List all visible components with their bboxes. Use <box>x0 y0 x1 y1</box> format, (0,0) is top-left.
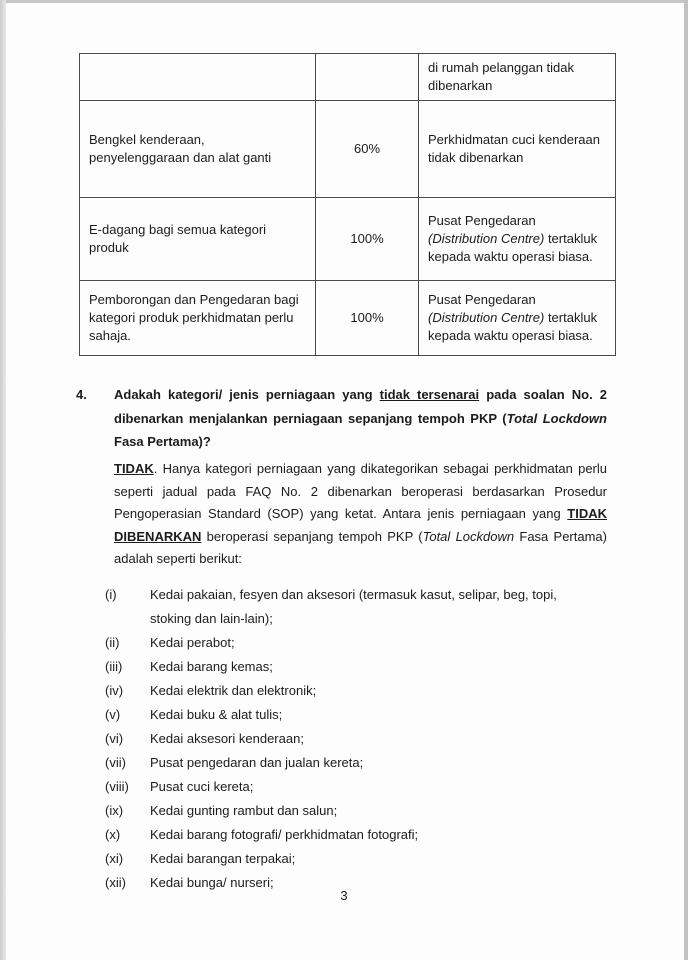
prohibited-business-list <box>105 583 597 895</box>
list-item-text: Kedai barangan terpakai; <box>150 851 296 866</box>
list-item <box>105 631 597 655</box>
text-segment: (Distribution Centre) <box>428 231 545 246</box>
text-segment: Total Lockdown <box>506 410 607 426</box>
list-item-numeral: (x) <box>105 827 121 842</box>
question-number: 4. <box>76 387 87 402</box>
text-segment: Fasa Pertama)? <box>114 434 211 449</box>
scan-edge-top <box>0 0 688 3</box>
table-cell-note <box>419 101 616 198</box>
list-item-text: Pusat pengedaran dan jualan kereta; <box>150 755 364 770</box>
list-item <box>105 583 597 631</box>
list-item-text: Kedai gunting rambut dan salun; <box>150 803 338 818</box>
list-item <box>105 655 597 679</box>
text-segment: Bengkel kenderaan, penyelenggaraan dan alat ganti <box>89 132 272 165</box>
list-item-text: Kedai barang kemas; <box>150 659 273 674</box>
page-number: 3 <box>340 888 348 903</box>
answer-paragraph <box>114 458 607 571</box>
list-item-text: Kedai elektrik dan elektronik; <box>150 683 317 698</box>
list-item-numeral: (iv) <box>105 683 124 698</box>
question-text <box>114 383 607 454</box>
list-item-text: Kedai aksesori kenderaan; <box>150 731 304 746</box>
text-segment: . Hanya kategori perniagaan yang dikategorikan sebagai perkhidmatan perlu seperti jadual pada FAQ No. 2 dibenarkan beroperasi berdasarkan Prosedur Pengoperasian Standard (SOP) yang ketat. Antara jenis perniagaan yang <box>114 461 607 521</box>
list-item-text: Kedai buku & alat tulis; <box>150 707 283 722</box>
text-segment: E-dagang bagi semua kategori produk <box>89 222 267 255</box>
table-row <box>80 281 616 356</box>
table-cell-note <box>419 281 616 356</box>
list-item-numeral: (iii) <box>105 659 123 674</box>
list-item-text: Kedai bunga/ nurseri; <box>150 875 274 890</box>
table-cell-percent: 100% <box>316 281 419 356</box>
table-cell-note <box>419 54 616 101</box>
table-cell-note <box>419 198 616 281</box>
list-item <box>105 847 597 871</box>
list-item-numeral: (vi) <box>105 731 124 746</box>
business-operations-table <box>79 53 616 356</box>
table-cell-percent: 100% <box>316 198 419 281</box>
list-item <box>105 679 597 703</box>
list-item-numeral: (xii) <box>105 875 126 890</box>
list-item <box>105 823 597 847</box>
text-segment: Fasa Pertama) adalah seperti berikut: <box>114 528 607 566</box>
list-item-text: Kedai perabot; <box>150 635 235 650</box>
list-item-text: Kedai pakaian, fesyen dan aksesori (termasuk kasut, selipar, beg, topi, stoking dan lain-lain); <box>150 587 557 626</box>
list-item <box>105 727 597 751</box>
table-row <box>80 198 616 281</box>
text-segment: tertakluk kepada waktu operasi biasa. <box>428 310 598 343</box>
text-segment: pada soalan No. 2 dibenarkan menjalankan perniagaan sepanjang tempoh PKP ( <box>114 387 607 426</box>
text-segment: tertakluk kepada waktu operasi biasa. <box>428 231 598 264</box>
text-segment: di rumah pelanggan tidak dibenarkan <box>428 60 574 93</box>
text-segment: Pemborongan dan Pengedaran bagi kategori produk perkhidmatan perlu sahaja. <box>89 292 299 343</box>
text-segment: Adakah kategori/ jenis perniagaan yang <box>114 387 380 402</box>
list-item-text: Kedai barang fotografi/ perkhidmatan fotografi; <box>150 827 419 842</box>
table-row <box>80 54 616 101</box>
list-item <box>105 775 597 799</box>
text-segment: tidak tersenarai <box>379 387 480 402</box>
text-segment: (Distribution Centre) <box>428 310 545 325</box>
list-item <box>105 751 597 775</box>
list-item-numeral: (ii) <box>105 635 120 650</box>
list-item <box>105 703 597 727</box>
list-item-numeral: (i) <box>105 587 117 602</box>
text-segment: Total Lockdown <box>422 528 515 544</box>
text-segment: Perkhidmatan cuci kenderaan tidak dibenarkan <box>428 132 600 165</box>
table-cell-percent <box>316 54 419 101</box>
list-item-numeral: (ix) <box>105 803 124 818</box>
list-item-text: Pusat cuci kereta; <box>150 779 254 794</box>
text-segment: Pusat Pengedaran <box>428 213 536 228</box>
text-segment: Pusat Pengedaran <box>428 292 536 307</box>
table-cell-activity <box>80 198 316 281</box>
table-cell-percent: 60% <box>316 101 419 198</box>
table-cell-activity <box>80 101 316 198</box>
list-item-numeral: (xi) <box>105 851 124 866</box>
question-4 <box>76 383 607 454</box>
list-item <box>105 799 597 823</box>
table-cell-activity <box>80 54 316 101</box>
scan-edge-left <box>0 0 6 960</box>
text-segment: beroperasi sepanjang tempoh PKP ( <box>201 528 423 544</box>
table-cell-activity <box>80 281 316 356</box>
list-item-numeral: (viii) <box>105 779 129 794</box>
list-item-numeral: (v) <box>105 707 121 722</box>
text-segment: TIDAK <box>114 461 154 476</box>
text-segment: TIDAK DIBENARKAN <box>114 506 607 544</box>
table-row <box>80 101 616 198</box>
list-item-numeral: (vii) <box>105 755 126 770</box>
scan-edge-right <box>684 0 688 960</box>
